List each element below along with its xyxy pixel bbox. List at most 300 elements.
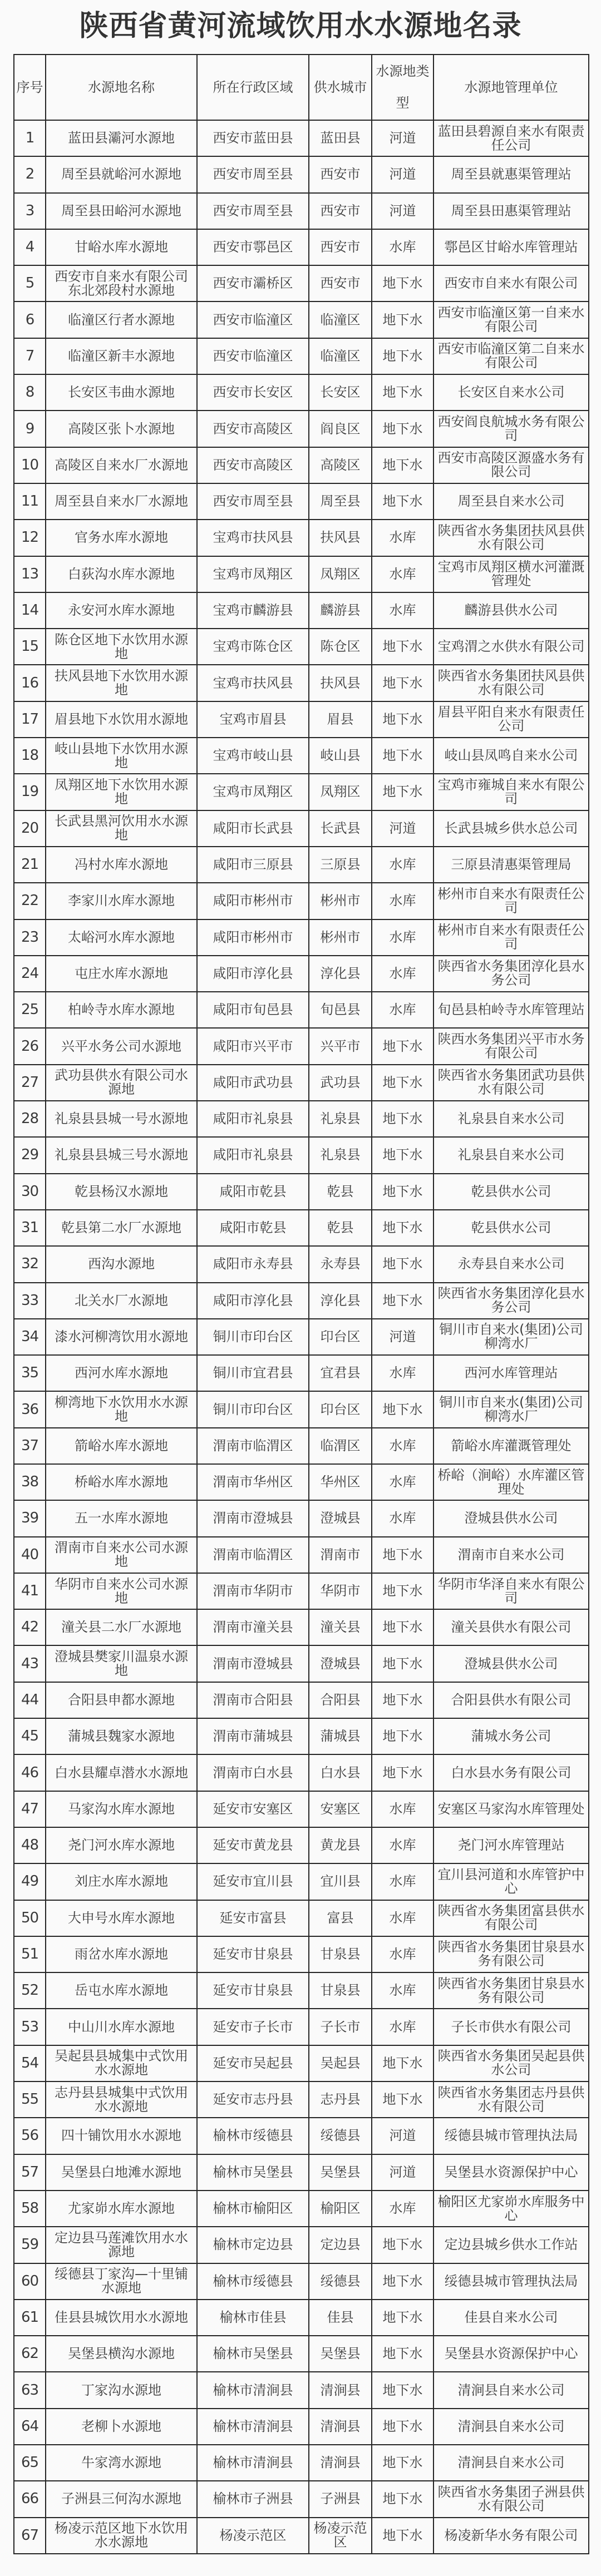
cell-source-type: 水库	[372, 1355, 433, 1391]
cell-source-name: 乾县第二水厂水源地	[46, 1210, 197, 1246]
cell-source-type: 河道	[372, 156, 433, 192]
cell-management-unit: 陕西省水务集团志丹县供水有限公司	[433, 2081, 589, 2118]
table-row	[14, 2263, 589, 2300]
cell-source-name: 太峪河水库水源地	[46, 919, 197, 956]
cell-source-name: 箭峪水库水源地	[46, 1428, 197, 1464]
cell-source-type: 地下水	[372, 1609, 433, 1645]
cell-source-name: 志丹县县城集中式饮用水水源地	[46, 2081, 197, 2118]
cell-source-type: 地下水	[372, 447, 433, 483]
table-row	[14, 2118, 589, 2154]
cell-supply-city: 眉县	[309, 701, 372, 738]
cell-management-unit: 麟游县供水公司	[433, 592, 589, 629]
cell-supply-city: 绥德县	[309, 2118, 372, 2154]
cell-admin-region: 渭南市临渭区	[197, 1428, 309, 1464]
table-row	[14, 1791, 589, 1827]
cell-source-name: 潼关县二水厂水源地	[46, 1609, 197, 1645]
cell-source-name: 长武县黑河饮用水水源地	[46, 810, 197, 847]
cell-management-unit: 箭峪水库灌溉管理处	[433, 1428, 589, 1464]
cell-admin-region: 榆林市佳县	[197, 2300, 309, 2336]
cell-supply-city: 印台区	[309, 1319, 372, 1355]
cell-management-unit: 陕西省水务集团吴起县供水公司	[433, 2045, 589, 2081]
cell-source-name: 北关水厂水源地	[46, 1283, 197, 1319]
cell-supply-city: 西安市	[309, 229, 372, 265]
cell-source-name: 五一水库水源地	[46, 1500, 197, 1536]
table-row	[14, 483, 589, 520]
cell-supply-city: 宜川县	[309, 1863, 372, 1900]
cell-admin-region: 西安市临潼区	[197, 301, 309, 338]
cell-source-name: 冯村水库水源地	[46, 847, 197, 883]
cell-source-name: 桥峪水库水源地	[46, 1464, 197, 1500]
cell-source-type: 地下水	[372, 1174, 433, 1210]
cell-supply-city: 礼泉县	[309, 1137, 372, 1173]
cell-source-type: 河道	[372, 2154, 433, 2191]
cell-admin-region: 铜川市印台区	[197, 1391, 309, 1427]
header-row	[14, 55, 589, 120]
header-row-number: 序号	[14, 55, 46, 120]
cell-source-type: 地下水	[372, 1573, 433, 1609]
cell-supply-city: 子洲县	[309, 2481, 372, 2517]
cell-source-name: 刘庄水库水源地	[46, 1863, 197, 1900]
cell-row-number: 59	[14, 2227, 46, 2263]
cell-source-type: 地下水	[372, 483, 433, 520]
cell-source-name: 武功县供水有限公司水源地	[46, 1065, 197, 1101]
table-row	[14, 1645, 589, 1682]
cell-source-name: 眉县地下水饮用水源地	[46, 701, 197, 738]
cell-admin-region: 宝鸡市扶风县	[197, 665, 309, 701]
cell-management-unit: 绥德县城市管理执法局	[433, 2263, 589, 2300]
cell-management-unit: 永寿县自来水公司	[433, 1246, 589, 1282]
table-row	[14, 592, 589, 629]
cell-supply-city: 吴堡县	[309, 2154, 372, 2191]
cell-management-unit: 西安市临潼区第二自来水有限公司	[433, 338, 589, 374]
cell-supply-city: 彬州市	[309, 919, 372, 956]
cell-supply-city: 白水县	[309, 1754, 372, 1791]
cell-row-number: 34	[14, 1319, 46, 1355]
cell-source-type: 地下水	[372, 2409, 433, 2445]
cell-source-type: 地下水	[372, 411, 433, 447]
cell-admin-region: 铜川市宜君县	[197, 1355, 309, 1391]
cell-supply-city: 清涧县	[309, 2409, 372, 2445]
cell-row-number: 29	[14, 1137, 46, 1173]
table-row	[14, 193, 589, 229]
cell-row-number: 56	[14, 2118, 46, 2154]
cell-admin-region: 宝鸡市扶风县	[197, 520, 309, 556]
cell-source-name: 高陵区张卜水源地	[46, 411, 197, 447]
cell-admin-region: 西安市临潼区	[197, 338, 309, 374]
cell-row-number: 63	[14, 2372, 46, 2408]
cell-admin-region: 榆林市榆阳区	[197, 2191, 309, 2227]
cell-source-type: 水库	[372, 520, 433, 556]
cell-source-name: 大申号水库水源地	[46, 1900, 197, 1936]
cell-source-name: 高陵区自来水厂水源地	[46, 447, 197, 483]
cell-source-type: 地下水	[372, 1682, 433, 1718]
cell-row-number: 49	[14, 1863, 46, 1900]
cell-management-unit: 华阴市华泽自来水有限公司	[433, 1573, 589, 1609]
cell-row-number: 14	[14, 592, 46, 629]
cell-admin-region: 咸阳市彬州市	[197, 919, 309, 956]
cell-supply-city: 清涧县	[309, 2445, 372, 2481]
cell-admin-region: 渭南市白水县	[197, 1754, 309, 1791]
table-row	[14, 1428, 589, 1464]
cell-source-type: 地下水	[372, 338, 433, 374]
cell-supply-city: 凤翔区	[309, 774, 372, 810]
cell-source-type: 地下水	[372, 665, 433, 701]
cell-row-number: 57	[14, 2154, 46, 2191]
cell-source-name: 白水县耀卓潜水水源地	[46, 1754, 197, 1791]
cell-admin-region: 咸阳市乾县	[197, 1174, 309, 1210]
cell-row-number: 39	[14, 1500, 46, 1536]
cell-source-type: 地下水	[372, 2045, 433, 2081]
cell-management-unit: 蓝田县碧源自来水有限责任公司	[433, 120, 589, 156]
table-row	[14, 1464, 589, 1500]
table-row	[14, 1827, 589, 1863]
cell-management-unit: 清涧县自来水公司	[433, 2372, 589, 2408]
cell-management-unit: 陕西省水务集团扶风县供水有限公司	[433, 520, 589, 556]
table-row	[14, 919, 589, 956]
cell-source-type: 水库	[372, 1464, 433, 1500]
cell-supply-city: 长安区	[309, 374, 372, 411]
cell-row-number: 40	[14, 1537, 46, 1573]
cell-source-name: 永安河水库水源地	[46, 592, 197, 629]
cell-source-type: 水库	[372, 592, 433, 629]
cell-management-unit: 西安市自来水有限公司	[433, 265, 589, 301]
cell-supply-city: 周至县	[309, 483, 372, 520]
cell-supply-city: 旬邑县	[309, 992, 372, 1028]
cell-admin-region: 西安市周至县	[197, 193, 309, 229]
cell-source-type: 水库	[372, 229, 433, 265]
cell-supply-city: 凤翔区	[309, 556, 372, 592]
cell-management-unit: 白水县水务有限公司	[433, 1754, 589, 1791]
cell-source-name: 马家沟水库水源地	[46, 1791, 197, 1827]
cell-row-number: 11	[14, 483, 46, 520]
cell-admin-region: 宝鸡市凤翔区	[197, 556, 309, 592]
cell-source-name: 西河水库水源地	[46, 1355, 197, 1391]
table-row	[14, 2481, 589, 2517]
cell-supply-city: 杨凌示范区	[309, 2518, 372, 2554]
table-row	[14, 338, 589, 374]
cell-source-name: 屯庄水库水源地	[46, 956, 197, 992]
cell-row-number: 42	[14, 1609, 46, 1645]
cell-source-type: 河道	[372, 1319, 433, 1355]
cell-row-number: 16	[14, 665, 46, 701]
table-row	[14, 1101, 589, 1137]
cell-admin-region: 榆林市绥德县	[197, 2118, 309, 2154]
cell-supply-city: 定边县	[309, 2227, 372, 2263]
cell-source-name: 雨岔水库水源地	[46, 1936, 197, 1972]
cell-row-number: 6	[14, 301, 46, 338]
table-row	[14, 2336, 589, 2372]
cell-admin-region: 咸阳市礼泉县	[197, 1101, 309, 1137]
cell-supply-city: 临潼区	[309, 338, 372, 374]
cell-source-type: 地下水	[372, 1537, 433, 1573]
cell-admin-region: 铜川市印台区	[197, 1319, 309, 1355]
cell-source-type: 地下水	[372, 1754, 433, 1791]
cell-row-number: 23	[14, 919, 46, 956]
cell-source-name: 子洲县三何沟水源地	[46, 2481, 197, 2517]
cell-supply-city: 合阳县	[309, 1682, 372, 1718]
cell-admin-region: 咸阳市淳化县	[197, 1283, 309, 1319]
cell-management-unit: 陕西省水务集团子洲县供水有限公司	[433, 2481, 589, 2517]
cell-admin-region: 榆林市吴堡县	[197, 2336, 309, 2372]
table-row	[14, 701, 589, 738]
cell-source-name: 吴堡县横沟水源地	[46, 2336, 197, 2372]
cell-supply-city: 淳化县	[309, 1283, 372, 1319]
cell-admin-region: 榆林市清涧县	[197, 2445, 309, 2481]
cell-source-name: 牛家湾水源地	[46, 2445, 197, 2481]
cell-supply-city: 麟游县	[309, 592, 372, 629]
table-row	[14, 1391, 589, 1427]
table-row	[14, 156, 589, 192]
cell-supply-city: 高陵区	[309, 447, 372, 483]
cell-row-number: 19	[14, 774, 46, 810]
cell-row-number: 3	[14, 193, 46, 229]
cell-supply-city: 榆阳区	[309, 2191, 372, 2227]
cell-supply-city: 彬州市	[309, 883, 372, 919]
cell-supply-city: 甘泉县	[309, 1936, 372, 1972]
cell-source-name: 周至县就峪河水源地	[46, 156, 197, 192]
table-row	[14, 2300, 589, 2336]
table-row	[14, 738, 589, 774]
cell-row-number: 45	[14, 1718, 46, 1754]
cell-supply-city: 三原县	[309, 847, 372, 883]
cell-management-unit: 长武县城乡供水总公司	[433, 810, 589, 847]
cell-admin-region: 渭南市蒲城县	[197, 1718, 309, 1754]
cell-source-name: 李家川水库水源地	[46, 883, 197, 919]
cell-source-name: 礼泉县县城三号水源地	[46, 1137, 197, 1173]
cell-source-type: 水库	[372, 1972, 433, 2009]
cell-row-number: 33	[14, 1283, 46, 1319]
header-source-type: 水源地类型	[372, 55, 433, 120]
cell-row-number: 61	[14, 2300, 46, 2336]
table-row	[14, 810, 589, 847]
cell-admin-region: 榆林市清涧县	[197, 2372, 309, 2408]
cell-source-type: 河道	[372, 193, 433, 229]
cell-admin-region: 西安市周至县	[197, 483, 309, 520]
cell-source-type: 水库	[372, 992, 433, 1028]
cell-row-number: 51	[14, 1936, 46, 1972]
cell-admin-region: 咸阳市三原县	[197, 847, 309, 883]
cell-source-name: 柳湾地下水饮用水水源地	[46, 1391, 197, 1427]
cell-admin-region: 西安市高陵区	[197, 447, 309, 483]
cell-admin-region: 咸阳市长武县	[197, 810, 309, 847]
cell-source-name: 凤翔区地下水饮用水源地	[46, 774, 197, 810]
cell-management-unit: 陕西省水务集团扶风县供水有限公司	[433, 665, 589, 701]
cell-management-unit: 彬州市自来水有限责任公司	[433, 883, 589, 919]
cell-management-unit: 铜川市自来水(集团)公司柳湾水厂	[433, 1391, 589, 1427]
cell-source-type: 地下水	[372, 1101, 433, 1137]
table-row	[14, 120, 589, 156]
cell-source-name: 临潼区新丰水源地	[46, 338, 197, 374]
cell-source-type: 地下水	[372, 1137, 433, 1173]
cell-source-type: 水库	[372, 919, 433, 956]
page-title: 陕西省黄河流域饮用水水源地名录	[79, 9, 522, 43]
cell-row-number: 18	[14, 738, 46, 774]
cell-row-number: 4	[14, 229, 46, 265]
cell-admin-region: 咸阳市乾县	[197, 1210, 309, 1246]
cell-supply-city: 陈仓区	[309, 629, 372, 665]
cell-source-name: 定边县马莲滩饮用水水源地	[46, 2227, 197, 2263]
cell-management-unit: 乾县供水公司	[433, 1210, 589, 1246]
cell-source-name: 丁家沟水源地	[46, 2372, 197, 2408]
cell-management-unit: 尧门河水库管理站	[433, 1827, 589, 1863]
cell-management-unit: 周至县自来水公司	[433, 483, 589, 520]
cell-admin-region: 延安市安塞区	[197, 1791, 309, 1827]
cell-management-unit: 周至县就惠渠管理站	[433, 156, 589, 192]
cell-source-name: 澄城县樊家川温泉水源地	[46, 1645, 197, 1682]
cell-source-type: 水库	[372, 2191, 433, 2227]
cell-admin-region: 咸阳市兴平市	[197, 1028, 309, 1064]
cell-management-unit: 西安阎良航城水务有限公司	[433, 411, 589, 447]
cell-supply-city: 礼泉县	[309, 1101, 372, 1137]
cell-management-unit: 乾县供水公司	[433, 1174, 589, 1210]
cell-management-unit: 澄城县供水公司	[433, 1500, 589, 1536]
table-row	[14, 301, 589, 338]
cell-source-type: 河道	[372, 2118, 433, 2154]
cell-admin-region: 咸阳市旬邑县	[197, 992, 309, 1028]
cell-source-type: 地下水	[372, 2372, 433, 2408]
cell-source-type: 地下水	[372, 1391, 433, 1427]
cell-management-unit: 礼泉县自来水公司	[433, 1101, 589, 1137]
cell-source-type: 地下水	[372, 701, 433, 738]
cell-admin-region: 榆林市清涧县	[197, 2409, 309, 2445]
cell-source-type: 地下水	[372, 265, 433, 301]
cell-source-name: 甘峪水库水源地	[46, 229, 197, 265]
table-row	[14, 1210, 589, 1246]
table-row	[14, 1319, 589, 1355]
cell-management-unit: 鄠邑区甘峪水库管理站	[433, 229, 589, 265]
cell-row-number: 27	[14, 1065, 46, 1101]
cell-source-type: 地下水	[372, 2336, 433, 2372]
cell-management-unit: 清涧县自来水公司	[433, 2445, 589, 2481]
cell-source-name: 乾县杨汉水源地	[46, 1174, 197, 1210]
table-row	[14, 1972, 589, 2009]
cell-row-number: 22	[14, 883, 46, 919]
table-row	[14, 1537, 589, 1573]
cell-supply-city: 黄龙县	[309, 1827, 372, 1863]
table-row	[14, 1682, 589, 1718]
cell-source-name: 陈仓区地下水饮用水源地	[46, 629, 197, 665]
cell-source-type: 水库	[372, 556, 433, 592]
table-row	[14, 847, 589, 883]
cell-supply-city: 志丹县	[309, 2081, 372, 2118]
cell-row-number: 48	[14, 1827, 46, 1863]
cell-row-number: 20	[14, 810, 46, 847]
cell-supply-city: 华阴市	[309, 1573, 372, 1609]
cell-admin-region: 延安市志丹县	[197, 2081, 309, 2118]
cell-admin-region: 西安市蓝田县	[197, 120, 309, 156]
table-row	[14, 665, 589, 701]
cell-management-unit: 旬邑县柏岭寺水库管理站	[433, 992, 589, 1028]
cell-supply-city: 乾县	[309, 1210, 372, 1246]
cell-management-unit: 陕西省水务集团甘泉县水务有限公司	[433, 1936, 589, 1972]
table-row	[14, 2081, 589, 2118]
cell-source-type: 水库	[372, 1863, 433, 1900]
cell-supply-city: 渭南市	[309, 1537, 372, 1573]
cell-admin-region: 渭南市临渭区	[197, 1537, 309, 1573]
cell-source-name: 西安市自来水有限公司东北郊段村水源地	[46, 265, 197, 301]
cell-row-number: 35	[14, 1355, 46, 1391]
cell-admin-region: 渭南市澄城县	[197, 1500, 309, 1536]
cell-source-type: 水库	[372, 1500, 433, 1536]
cell-source-name: 临潼区行者水源地	[46, 301, 197, 338]
table-row	[14, 774, 589, 810]
table-row	[14, 1065, 589, 1101]
table-row	[14, 2445, 589, 2481]
cell-management-unit: 澄城县供水公司	[433, 1645, 589, 1682]
table-row	[14, 1028, 589, 1064]
table-row	[14, 2045, 589, 2081]
cell-source-type: 地下水	[372, 374, 433, 411]
cell-source-name: 老柳卜水源地	[46, 2409, 197, 2445]
cell-admin-region: 西安市高陵区	[197, 411, 309, 447]
cell-row-number: 15	[14, 629, 46, 665]
cell-supply-city: 华州区	[309, 1464, 372, 1500]
cell-supply-city: 扶风县	[309, 665, 372, 701]
cell-source-type: 地下水	[372, 629, 433, 665]
cell-admin-region: 延安市黄龙县	[197, 1827, 309, 1863]
cell-supply-city: 清涧县	[309, 2372, 372, 2408]
cell-admin-region: 西安市鄠邑区	[197, 229, 309, 265]
cell-source-name: 尤家峁水库水源地	[46, 2191, 197, 2227]
table-row	[14, 447, 589, 483]
cell-admin-region: 咸阳市彬州市	[197, 883, 309, 919]
cell-row-number: 32	[14, 1246, 46, 1282]
cell-admin-region: 咸阳市武功县	[197, 1065, 309, 1101]
cell-admin-region: 宝鸡市岐山县	[197, 738, 309, 774]
cell-source-type: 地下水	[372, 2263, 433, 2300]
cell-supply-city: 蓝田县	[309, 120, 372, 156]
table-row	[14, 556, 589, 592]
cell-management-unit: 周至县田惠渠管理站	[433, 193, 589, 229]
cell-row-number: 65	[14, 2445, 46, 2481]
cell-management-unit: 陕西省水务集团淳化县水务公司	[433, 1283, 589, 1319]
cell-supply-city: 乾县	[309, 1174, 372, 1210]
cell-source-type: 地下水	[372, 738, 433, 774]
table-body	[14, 120, 589, 2554]
cell-source-type: 地下水	[372, 1246, 433, 1282]
cell-supply-city: 长武县	[309, 810, 372, 847]
cell-row-number: 37	[14, 1428, 46, 1464]
table-row	[14, 2372, 589, 2408]
cell-source-type: 水库	[372, 1900, 433, 1936]
cell-source-type: 水库	[372, 2009, 433, 2045]
cell-admin-region: 榆林市子洲县	[197, 2481, 309, 2517]
cell-row-number: 12	[14, 520, 46, 556]
cell-source-type: 水库	[372, 847, 433, 883]
cell-management-unit: 合阳县供水有限公司	[433, 1682, 589, 1718]
cell-management-unit: 桥峪（涧峪）水库灌区管理处	[433, 1464, 589, 1500]
cell-source-name: 兴平水务公司水源地	[46, 1028, 197, 1064]
cell-management-unit: 清涧县自来水公司	[433, 2409, 589, 2445]
cell-source-name: 柏岭寺水库水源地	[46, 992, 197, 1028]
cell-source-name: 岐山县地下水饮用水源地	[46, 738, 197, 774]
cell-source-name: 扶风县地下水饮用水源地	[46, 665, 197, 701]
cell-admin-region: 宝鸡市麟游县	[197, 592, 309, 629]
cell-admin-region: 咸阳市礼泉县	[197, 1137, 309, 1173]
cell-supply-city: 淳化县	[309, 956, 372, 992]
table-row	[14, 1500, 589, 1536]
cell-source-type: 地下水	[372, 1283, 433, 1319]
cell-management-unit: 陕西省水务集团武功县供水有限公司	[433, 1065, 589, 1101]
cell-source-type: 地下水	[372, 2300, 433, 2336]
cell-admin-region: 西安市周至县	[197, 156, 309, 192]
cell-source-type: 地下水	[372, 2081, 433, 2118]
table-row	[14, 1609, 589, 1645]
cell-management-unit: 陕西省水务集团淳化县水务公司	[433, 956, 589, 992]
cell-row-number: 55	[14, 2081, 46, 2118]
header-source-name: 水源地名称	[46, 55, 197, 120]
cell-supply-city: 富县	[309, 1900, 372, 1936]
